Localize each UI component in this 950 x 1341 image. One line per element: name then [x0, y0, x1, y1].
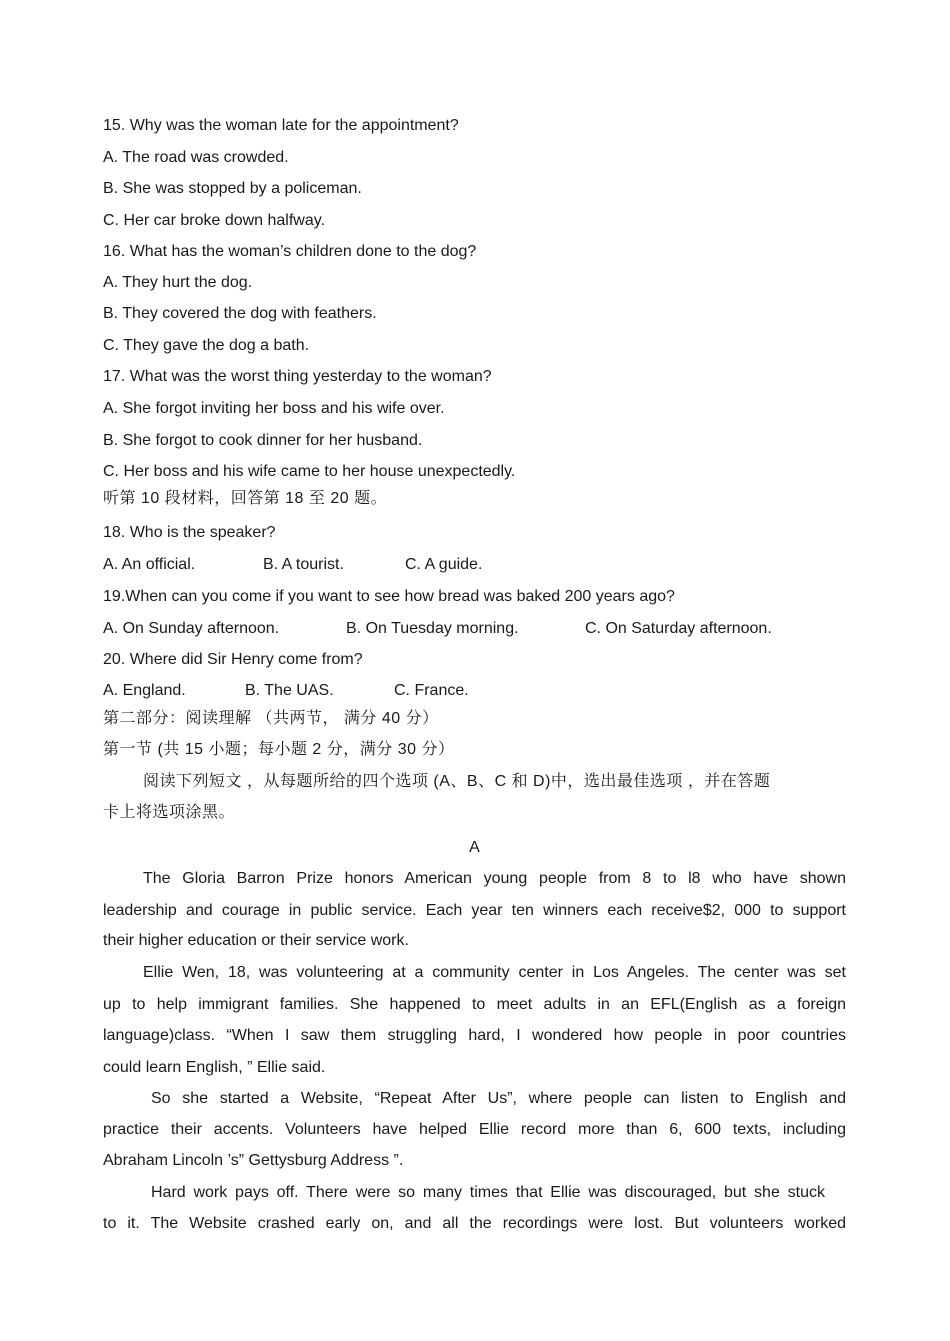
reading-instruction-line-1: 阅读下列短文 ，从每题所给的四个选项 (A、B、C 和 D)中，选出最佳选项 ，并在答题	[143, 773, 771, 790]
q16-option-a: A. They hurt the dog.	[103, 274, 253, 291]
passage-line: The Gloria Barron Prize honors American young people from 8 to l8 who have shown	[143, 870, 846, 887]
passage-line: to it. The Website crashed early on, and all the recordings were lost. But volunteers worked	[103, 1215, 846, 1232]
q19-option-a: A. On Sunday afternoon.	[103, 620, 280, 637]
passage-line: language)class. “When I saw them struggling hard, I wondered how people in poor countries	[103, 1027, 846, 1044]
section-1-heading: 第一节 (共 15 小题；每小题 2 分，满分 30 分）	[103, 741, 455, 758]
part-2-heading: 第二部分：阅读理解 （共两节， 满分 40 分）	[103, 710, 439, 727]
passage-line: could learn English, ” Ellie said.	[103, 1059, 326, 1076]
q20-option-a: A. England.	[103, 682, 186, 699]
q17-option-a: A. She forgot inviting her boss and his wife over.	[103, 400, 445, 417]
q18-options	[103, 555, 846, 575]
q18-option-c: C. A guide.	[405, 556, 483, 573]
q15-option-c: C. Her car broke down halfway.	[103, 212, 326, 229]
q19-option-c: C. On Saturday afternoon.	[585, 620, 772, 637]
q17-option-b: B. She forgot to cook dinner for her husband.	[103, 432, 423, 449]
passage-line: Ellie Wen, 18, was volunteering at a community center in Los Angeles. The center was set	[143, 964, 846, 981]
passage-line: practice their accents. Volunteers have helped Ellie record more than 6, 600 texts, including	[103, 1121, 846, 1138]
q16-option-c: C. They gave the dog a bath.	[103, 337, 310, 354]
q19-option-b: B. On Tuesday morning.	[346, 620, 519, 637]
question-17: 17. What was the worst thing yesterday to the woman?	[103, 368, 492, 385]
reading-instruction-line-2: 卡上将选项涂黑。	[103, 804, 236, 821]
question-16: 16. What has the woman’s children done to the dog?	[103, 243, 477, 260]
passage-label: A	[469, 839, 480, 856]
passage-line: So she started a Website, “Repeat After Us”, where people can listen to English and	[151, 1090, 846, 1107]
q16-option-b: B. They covered the dog with feathers.	[103, 305, 377, 322]
section-10-instruction: 听第 10 段材料，回答第 18 至 20 题。	[103, 490, 388, 507]
q18-option-b: B. A tourist.	[263, 556, 344, 573]
passage-line: up to help immigrant families. She happened to meet adults in an EFL(English as a foreign	[103, 996, 846, 1013]
passage-line: their higher education or their service work.	[103, 932, 409, 949]
q18-option-a: A. An official.	[103, 556, 196, 573]
passage-line: Hard work pays off. There were so many times that Ellie was discouraged, but she stuck	[151, 1184, 825, 1201]
q17-option-c: C. Her boss and his wife came to her house unexpectedly.	[103, 463, 516, 480]
q20-options	[103, 681, 846, 701]
q15-option-a: A. The road was crowded.	[103, 149, 289, 166]
q20-option-b: B. The UAS.	[245, 682, 334, 699]
passage-line: leadership and courage in public service. Each year ten winners each receive$2, 000 to support	[103, 902, 846, 919]
question-18: 18. Who is the speaker?	[103, 524, 276, 541]
question-19: 19.When can you come if you want to see how bread was baked 200 years ago?	[103, 588, 675, 605]
passage-line: Abraham Lincoln ’s” Gettysburg Address ”.	[103, 1152, 404, 1169]
q19-options	[103, 619, 846, 639]
q20-option-c: C. France.	[394, 682, 469, 699]
question-20: 20. Where did Sir Henry come from?	[103, 651, 363, 668]
question-15: 15. Why was the woman late for the appointment?	[103, 117, 459, 134]
q15-option-b: B. She was stopped by a policeman.	[103, 180, 362, 197]
